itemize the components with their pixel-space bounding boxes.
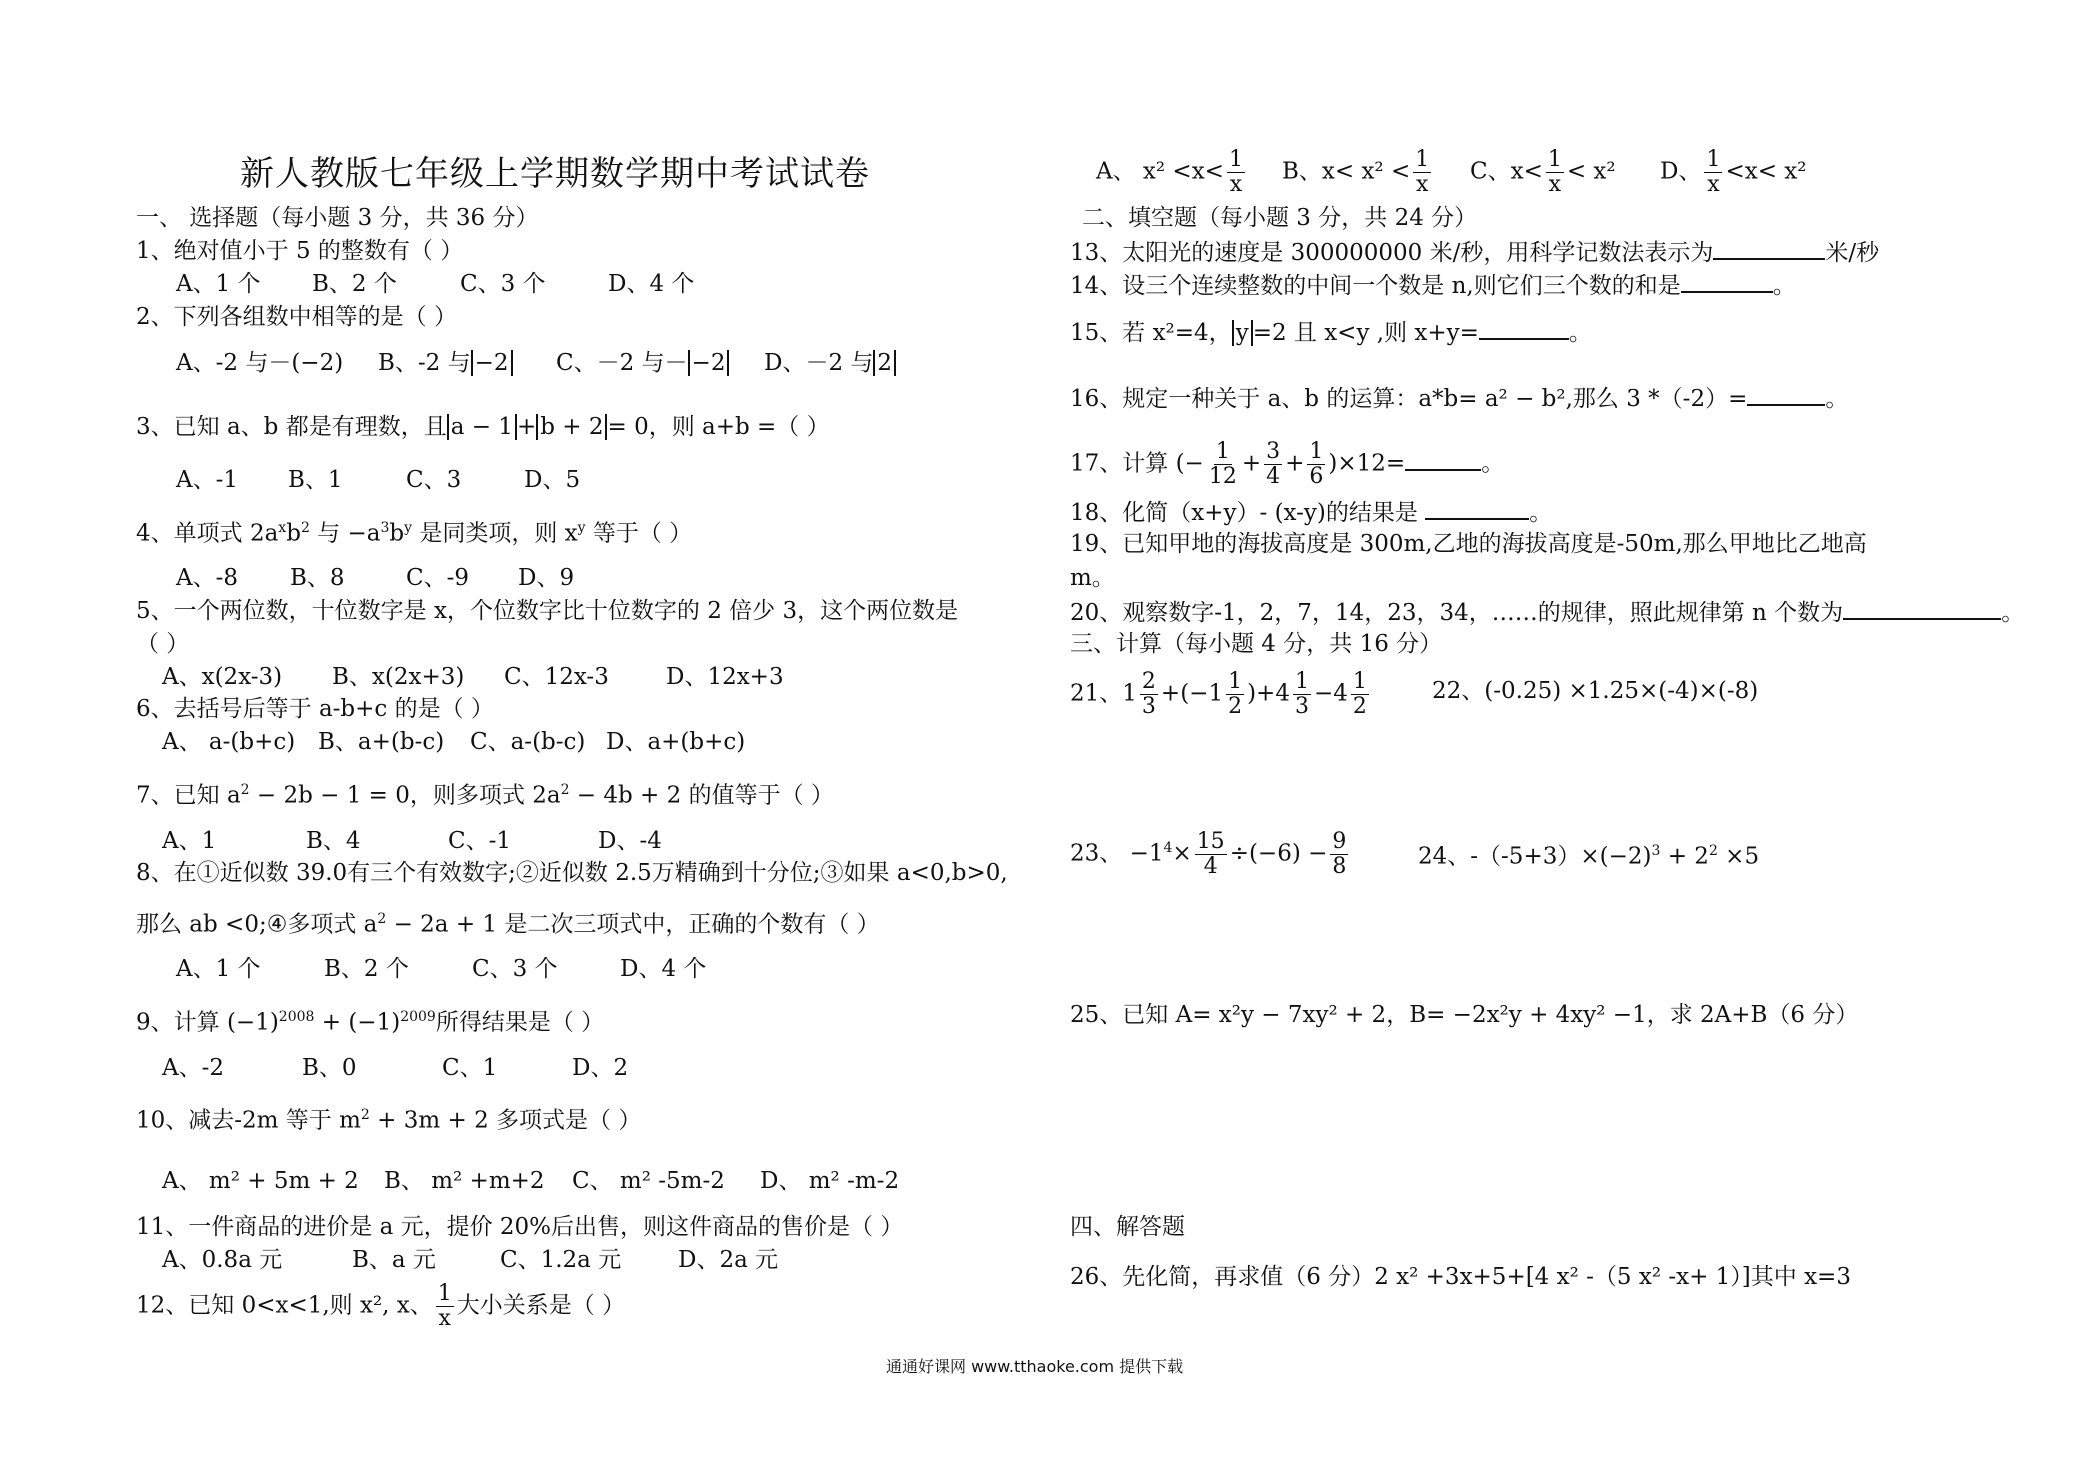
q10-stem: 10、减去-2m 等于 $m^2 + 3m + 2$ 多项式是（ ） (136, 1107, 642, 1134)
section-choice-heading: 一、 选择题（每小题 3 分，共 36 分） (136, 205, 539, 231)
q2-d-abs: 2 (873, 350, 896, 376)
q1-option-a: A、1 个 (176, 271, 261, 297)
q4-option-b: B、8 (290, 565, 345, 591)
q13-answer-blank[interactable] (1713, 236, 1825, 260)
q10-option-c: C、 m² -5m-2 (572, 1168, 725, 1194)
q7-option-d: D、-4 (598, 828, 662, 854)
q5-stem-line2: （ ） (136, 631, 190, 657)
q15-answer-blank[interactable] (1479, 316, 1569, 340)
q5-option-b: B、x(2x+3) (332, 664, 465, 690)
q2-option-c: C、－2 与－ −2 (556, 348, 729, 378)
q12-option-c: C、x< $\frac{1}{x}$ < x² (1470, 147, 1616, 197)
q4-option-d: D、9 (518, 565, 575, 591)
q25: 25、已知 A= x²y − 7xy² + 2，B= −2x²y + 4xy² −1，求 2A+B（6 分） (1070, 1002, 1859, 1028)
q2-option-a: A、-2 与－(−2) (176, 350, 344, 376)
q12-option-a: A、 x² <x< $\frac{1}{x}$ (1096, 147, 1243, 197)
q7-option-a: A、1 (162, 828, 217, 854)
q9-option-b: B、0 (302, 1055, 357, 1081)
q7-stem: 7、已知 $a^2 - 2b - 1 = 0$，则多项式 $2a^2 - 4b + 2$ 的值等于（ ） (136, 782, 834, 809)
q8-option-a: A、1 个 (176, 956, 261, 982)
q19-line1: 19、已知甲地的海拔高度是 300m,乙地的海拔高度是-50m,那么甲地比乙地高 (1070, 531, 1867, 557)
q16-answer-blank[interactable] (1747, 382, 1825, 406)
q5-option-a: A、x(2x-3) (162, 664, 283, 690)
q11-option-c: C、1.2a 元 (500, 1247, 622, 1273)
q20-answer-blank[interactable] (1843, 596, 2001, 620)
q12-stem: 12、已知 0<x<1,则 x², x、 $\frac{1}{x}$ 大小关系是（ ） (136, 1281, 626, 1331)
q1-option-c: C、3 个 (460, 271, 546, 297)
q13: 13、太阳光的速度是 300000000 米/秒，用科学记数法表示为 米/秒 (1070, 236, 1879, 268)
q2-option-b: B、-2 与 −2 (378, 348, 513, 378)
q12-option-b: B、x< x² < $\frac{1}{x}$ (1282, 147, 1430, 197)
q4-stem: 4、单项式 $2a^xb^2$ 与 $-a^3b^y$ 是同类项，则 $x^y$ 等于（ ） (136, 520, 693, 547)
q2-b-abs: −2 (471, 350, 513, 376)
q6-option-b: B、a+(b-c) (318, 729, 445, 755)
q8-option-c: C、3 个 (472, 956, 558, 982)
section-solve-heading: 四、解答题 (1070, 1214, 1185, 1240)
page-title: 新人教版七年级上学期数学期中考试试卷 (240, 154, 870, 194)
q4-option-c: C、-9 (406, 565, 470, 591)
q6-option-d: D、a+(b+c) (606, 729, 746, 755)
q21: 21、1 $\frac{2}{3}$ +(−1 $\frac{1}{2}$ )+4 $\frac{1}{3}$ −4 $\frac{1}{2}$ (1070, 669, 1367, 719)
q16: 16、规定一种关于 a、b 的运算：a*b= a² − b²,那么 3 *（-2）= 。 (1070, 382, 1848, 414)
q8-option-b: B、2 个 (324, 956, 409, 982)
q22: 22、(-0.25) ×1.25×(-4)×(-8) (1432, 678, 1759, 704)
q9-option-c: C、1 (442, 1055, 498, 1081)
q17-answer-blank[interactable] (1405, 447, 1481, 471)
q12-option-d: D、 $\frac{1}{x}$ <x< x² (1660, 147, 1807, 197)
q4-option-a: A、-8 (176, 565, 239, 591)
q11-option-a: A、0.8a 元 (162, 1247, 283, 1273)
q3-option-c: C、3 (406, 467, 462, 493)
q5-option-d: D、12x+3 (666, 664, 784, 690)
section-calc-heading: 三、计算（每小题 4 分，共 16 分） (1070, 631, 1443, 657)
q7-option-c: C、-1 (448, 828, 512, 854)
q11-stem: 11、一件商品的进价是 a 元，提价 20%后出售，则这件商品的售价是（ ） (136, 1214, 904, 1240)
q9-option-a: A、-2 (162, 1055, 225, 1081)
q2-option-d: D、－2 与 2 (764, 348, 896, 378)
q10-option-a: A、 m² + 5m + 2 (162, 1168, 359, 1194)
q9-stem: 9、计算 $(-1)^{2008} + (-1)^{2009}$所得结果是（ ） (136, 1009, 605, 1036)
footer-source: 通通好课网 www.tthaoke.com 提供下载 (886, 1357, 1184, 1376)
q10-option-b: B、 m² +m+2 (384, 1168, 545, 1194)
q7-option-b: B、4 (306, 828, 361, 854)
q14-answer-blank[interactable] (1681, 269, 1773, 293)
q11-option-d: D、2a 元 (678, 1247, 779, 1273)
q1-option-b: B、2 个 (312, 271, 397, 297)
q20: 20、观察数字-1，2，7，14，23，34，……的规律，照此规律第 n 个数为 。 (1070, 596, 2024, 628)
q9-option-d: D、2 (572, 1055, 629, 1081)
q1-stem: 1、绝对值小于 5 的整数有（ ） (136, 238, 464, 264)
q3-stem: 3、已知 a、b 都是有理数，且 a − 1 + b + 2 = 0，则 a+b =（ ） (136, 414, 830, 440)
section-fill-heading: 二、填空题（每小题 3 分，共 24 分） (1082, 205, 1478, 231)
q6-stem: 6、去括号后等于 a-b+c 的是（ ） (136, 696, 494, 722)
q26: 26、先化简，再求值（6 分）2 x² +3x+5+[4 x² -（5 x² -x+ 1）]其中 x=3 (1070, 1264, 1851, 1290)
q15: 15、若 x²=4， y =2 且 x<y ,则 x+y= 。 (1070, 316, 1592, 348)
q24: 24、$-(-5+3)\times(-2)^3 + 2^2 \times 5$ (1418, 843, 1760, 870)
q23: 23、 $-1^4\times$ $\frac{15}{4}$ ÷(−6) − $\frac{9}{8}$ (1070, 829, 1347, 879)
q3-option-d: D、5 (524, 467, 581, 493)
q2-stem: 2、下列各组数中相等的是（ ） (136, 304, 457, 330)
q10-option-d: D、 m² -m-2 (760, 1168, 900, 1194)
q5-stem-line1: 5、一个两位数，十位数字是 x，个位数字比十位数字的 2 倍少 3，这个两位数是 (136, 598, 959, 624)
q18: 18、化简（x+y）- (x-y)的结果是 。 (1070, 496, 1552, 528)
q14: 14、设三个连续整数的中间一个数是 n,则它们三个数的和是 。 (1070, 269, 1796, 301)
q3-option-b: B、1 (288, 467, 343, 493)
q6-option-c: C、a-(b-c) (470, 729, 586, 755)
q11-option-b: B、a 元 (352, 1247, 436, 1273)
q3-option-a: A、-1 (176, 467, 239, 493)
q6-option-a: A、 a-(b+c) (162, 729, 296, 755)
q8-stem-line2: 那么 ab <0;④多项式 $a^2 - 2a + 1$ 是二次三项式中，正确的个数有（ ） (136, 911, 880, 938)
q1-option-d: D、4 个 (608, 271, 695, 297)
q8-stem-line1: 8、在①近似数 39.0有三个有效数字;②近似数 2.5万精确到十分位;③如果 a<0,b>0, (136, 860, 1008, 886)
q8-option-d: D、4 个 (620, 956, 707, 982)
q2-c-abs: −2 (688, 350, 730, 376)
q17: 17、计算 (− $\frac{1}{12}$ + $\frac{3}{4}$ + $\frac{1}{6}$ )×12= 。 (1070, 439, 1505, 489)
q19-line2: m。 (1070, 565, 1115, 591)
q5-option-c: C、12x-3 (504, 664, 609, 690)
q18-answer-blank[interactable] (1425, 496, 1529, 520)
